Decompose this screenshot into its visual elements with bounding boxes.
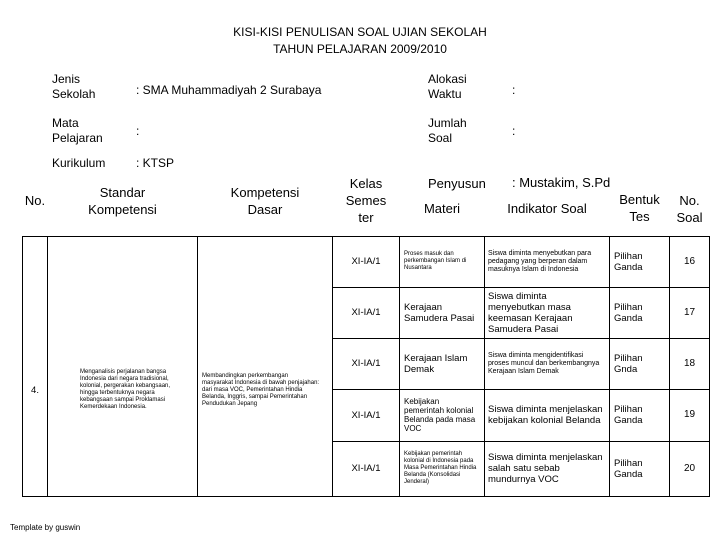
no-soal-cell: 16 [670, 236, 710, 287]
indikator-cell [485, 441, 610, 496]
bentuk-text: Pilihan Ganda [614, 250, 643, 273]
indikator-text: Siswa diminta menjelaskan salah satu sebab mundurnya VOC [488, 452, 603, 485]
jenis-sekolah-value: : SMA Muhammadiyah 2 Surabaya [136, 83, 322, 97]
table-row [23, 236, 710, 287]
bentuk-text: Pilihan Gnda [614, 352, 643, 375]
mata-pelajaran-label: Mata Pelajaran [52, 116, 103, 145]
indikator-text: Siswa diminta menjelaskan kebijakan kolonial Belanda [488, 404, 603, 426]
no-soal-cell: 20 [670, 441, 710, 496]
row-number [23, 236, 48, 496]
no-soal-cell: 17 [670, 287, 710, 338]
indikator-cell [485, 389, 610, 441]
header-standar-text: Standar Kompetensi [88, 184, 157, 217]
kelas-cell: XI-IA/1 [333, 389, 400, 441]
kelas-cell: XI-IA/1 [333, 338, 400, 389]
materi-cell [400, 236, 485, 287]
header-kelas [333, 166, 400, 236]
no-soal-cell: 19 [670, 389, 710, 441]
header-no-soal-text: No. Soal [676, 192, 703, 225]
header-materi-text: Materi [423, 201, 461, 217]
header-indikator [485, 166, 610, 236]
indikator-text: Siswa diminta menyebutkan para pedagang yang berperan dalam masuknya Islam di Indonesia [488, 249, 592, 273]
header-kd-text: Kompetensi Dasar [230, 184, 300, 217]
header-kelas-text: Kelas Semes ter [345, 176, 387, 226]
materi-text: Kerajaan Islam Demak [404, 352, 468, 375]
indikator-text: Siswa diminta menyebutkan masa keemasan Kerajaan Samudera Pasai [488, 290, 573, 335]
materi-cell [400, 389, 485, 441]
header-no: No. [24, 193, 46, 209]
kelas-cell: XI-IA/1 [333, 441, 400, 496]
header-kompetensi-dasar [198, 166, 333, 236]
standar-kompetensi-text: Menganalisis perjalanan bangsa Indonesia dari negara tradisional, kolonial, pergerakan kebangsaan, hingga terbentuknya negara kebangsaan sampai Proklamasi Kemerdekaan Indonesia. [80, 369, 171, 410]
header-indikator-text: Indikator Soal [507, 201, 587, 217]
header-standar-kompetensi [48, 166, 198, 236]
alokasi-waktu-label: Alokasi Waktu [428, 72, 467, 101]
header-no-soal [670, 166, 710, 236]
kelas-cell: XI-IA/1 [333, 236, 400, 287]
kurikulum-value: : KTSP [136, 156, 175, 170]
header-materi [400, 166, 485, 236]
jumlah-soal-value: : [512, 124, 516, 138]
bentuk-cell [610, 389, 670, 441]
bentuk-cell [610, 338, 670, 389]
bentuk-text: Pilihan Ganda [614, 301, 643, 324]
alokasi-waktu-value: : [512, 83, 516, 97]
table-header-row [23, 166, 710, 236]
document-title-line2: TAHUN PELAJARAN 2009/2010 [273, 42, 447, 56]
kompetensi-dasar-cell [198, 236, 333, 496]
bentuk-cell [610, 236, 670, 287]
materi-cell [400, 338, 485, 389]
materi-text: Proses masuk dan perkembangan Islam di Nusantara [404, 251, 467, 271]
materi-cell [400, 287, 485, 338]
kisi-kisi-table [22, 166, 710, 497]
document-title-line1: KISI-KISI PENULISAN SOAL UJIAN SEKOLAH [233, 25, 487, 39]
kurikulum-label: Kurikulum [52, 156, 106, 170]
indikator-cell [485, 338, 610, 389]
mata-pelajaran-value: : [136, 124, 140, 138]
header-bentuk [610, 166, 670, 236]
standar-kompetensi-cell [48, 236, 198, 496]
kompetensi-dasar-text: Membandingkan perkembangan masyarakat Indonesia di bawah penjajahan: dari masa VOC, Pemerintahan Hindia Belanda, Inggris, sampai Pemerintahan Pendudukan Jepang [202, 372, 320, 407]
materi-text: Kerajaan Samudera Pasai [404, 301, 475, 324]
indikator-cell [485, 236, 610, 287]
kelas-cell: XI-IA/1 [333, 287, 400, 338]
bentuk-text: Pilihan Ganda [614, 457, 643, 480]
penyusun-label: Penyusun [428, 176, 486, 191]
bentuk-cell [610, 441, 670, 496]
no-soal-cell: 18 [670, 338, 710, 389]
footer-template-credit: Template by guswin [10, 523, 81, 532]
materi-cell [400, 441, 485, 496]
header-bentuk-text: Bentuk Tes [619, 191, 660, 224]
bentuk-cell [610, 287, 670, 338]
bentuk-text: Pilihan Ganda [614, 404, 643, 426]
materi-text: Kebijakan pemerintah kolonial di Indonesia pada Masa Pemerintahan Hindia Belanda (Konsolidasi Jenderal) [404, 451, 477, 485]
jumlah-soal-label: Jumlah Soal [428, 116, 467, 145]
row-number-text: 4. [31, 384, 39, 396]
penyusun-value: : Mustakim, S.Pd [512, 175, 611, 190]
jenis-sekolah-label: Jenis Sekolah [52, 72, 96, 101]
indikator-text: Siswa diminta mengidentifikasi proses muncul dan berkembangnya Kerajaan Islam Demak [488, 351, 600, 375]
materi-text: Kebijakan pemerintah kolonial Belanda pada masa VOC [404, 397, 476, 433]
indikator-cell [485, 287, 610, 338]
